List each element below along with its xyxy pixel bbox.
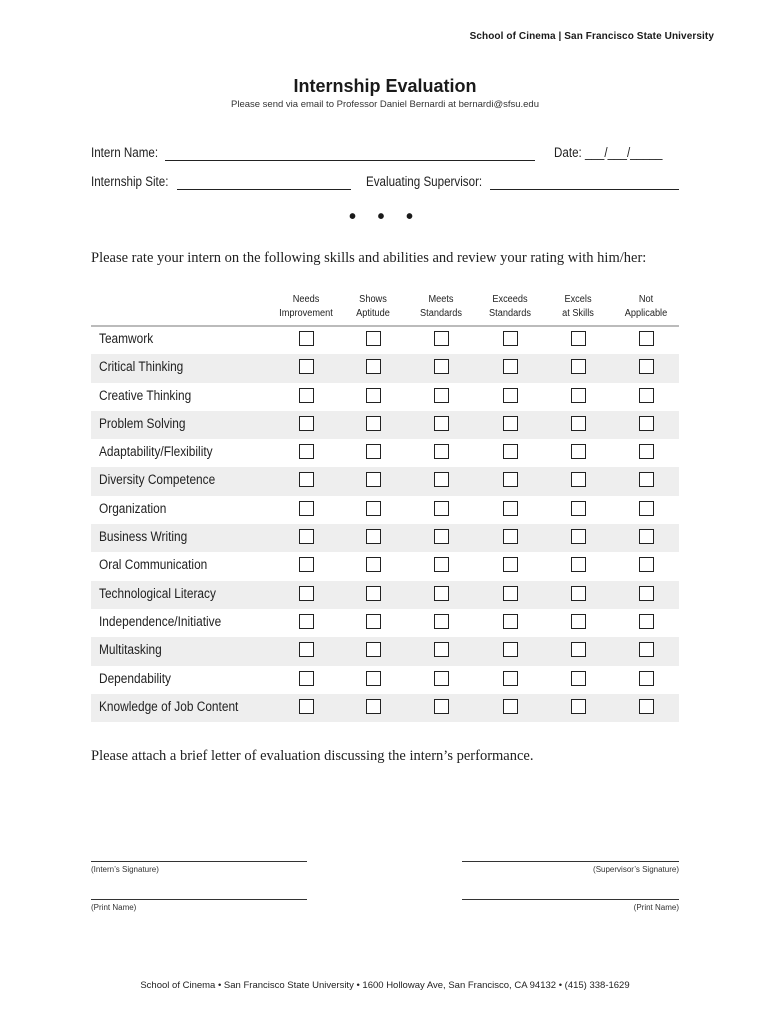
rating-checkbox[interactable] [434, 331, 449, 346]
table-row [91, 326, 679, 354]
skill-label: Organization [99, 500, 167, 516]
rating-checkbox[interactable] [434, 501, 449, 516]
column-header-line: Standards [489, 308, 531, 319]
evaluating-supervisor-label: Evaluating Supervisor: [366, 174, 483, 189]
intern-print-name-line[interactable] [91, 899, 307, 900]
rating-checkbox[interactable] [503, 699, 518, 714]
column-header [609, 293, 683, 321]
rating-checkbox[interactable] [366, 444, 381, 459]
rating-checkbox[interactable] [366, 472, 381, 487]
rating-checkbox[interactable] [366, 416, 381, 431]
table-row [91, 637, 679, 665]
separator-dots: • • • [348, 206, 422, 228]
skill-label: Teamwork [99, 331, 154, 346]
rating-checkbox[interactable] [571, 331, 586, 346]
column-header-line: Standards [420, 308, 462, 319]
rating-checkbox[interactable] [366, 586, 381, 601]
column-header [473, 293, 547, 321]
rating-checkbox[interactable] [503, 557, 518, 572]
column-header-line: Excels [564, 294, 592, 305]
skill-label: Critical Thinking [99, 359, 184, 375]
rating-checkbox[interactable] [639, 444, 654, 459]
column-header [404, 293, 478, 321]
supervisor-print-name-line[interactable] [462, 899, 679, 900]
rating-checkbox[interactable] [434, 586, 449, 601]
rating-checkbox[interactable] [571, 416, 586, 431]
internship-site-field[interactable] [177, 175, 351, 190]
rating-checkbox[interactable] [366, 359, 381, 374]
rating-checkbox[interactable] [366, 642, 381, 657]
rating-checkbox[interactable] [299, 699, 314, 714]
rating-checkbox[interactable] [366, 671, 381, 686]
rating-checkbox[interactable] [503, 671, 518, 686]
rating-checkbox[interactable] [299, 671, 314, 686]
date-label: Date: ___/___/_____ [554, 145, 663, 160]
skill-label: Creative Thinking [99, 387, 192, 403]
rating-checkbox[interactable] [639, 529, 654, 544]
rating-table [91, 326, 679, 722]
rating-checkbox[interactable] [571, 501, 586, 516]
rating-checkbox[interactable] [639, 586, 654, 601]
rating-checkbox[interactable] [503, 501, 518, 516]
rating-checkbox[interactable] [366, 614, 381, 629]
column-header-line: at Skills [562, 308, 594, 319]
rating-checkbox[interactable] [366, 557, 381, 572]
intern-name-label: Intern Name: [91, 145, 159, 160]
rating-checkbox[interactable] [503, 472, 518, 487]
table-row [91, 383, 679, 411]
skill-label: Independence/Initiative [99, 613, 222, 629]
rating-checkbox[interactable] [503, 388, 518, 403]
column-header-line: Exceeds [492, 294, 528, 305]
rating-checkbox[interactable] [639, 642, 654, 657]
rating-checkbox[interactable] [299, 614, 314, 629]
table-row [91, 609, 679, 637]
rating-checkbox[interactable] [639, 416, 654, 431]
skill-label: Knowledge of Job Content [99, 698, 239, 714]
rating-checkbox[interactable] [639, 557, 654, 572]
column-header [541, 293, 615, 321]
column-header-line: Shows [359, 294, 387, 305]
column-header-line: Applicable [624, 308, 668, 319]
skill-label: Dependability [99, 670, 171, 686]
table-row [91, 694, 679, 722]
table-row [91, 552, 679, 580]
supervisor-signature-line[interactable] [462, 861, 679, 862]
rating-checkbox[interactable] [571, 586, 586, 601]
rating-checkbox[interactable] [571, 642, 586, 657]
rating-checkbox[interactable] [299, 557, 314, 572]
rating-checkbox[interactable] [503, 586, 518, 601]
rating-checkbox[interactable] [434, 388, 449, 403]
intern-print-name-label: (Print Name) [91, 903, 137, 912]
column-header-line: Improvement [279, 308, 333, 319]
page-subtitle: Please send via email to Professor Daniel Bernardi at bernardi@sfsu.edu [231, 99, 539, 110]
rating-checkbox[interactable] [639, 359, 654, 374]
rating-checkbox[interactable] [571, 557, 586, 572]
rating-checkbox[interactable] [639, 671, 654, 686]
column-header [336, 293, 410, 321]
rating-checkbox[interactable] [299, 388, 314, 403]
table-row [91, 666, 679, 694]
rating-checkbox[interactable] [434, 472, 449, 487]
rating-checkbox[interactable] [571, 388, 586, 403]
table-row [91, 411, 679, 439]
header-org: School of Cinema | San Francisco State University [469, 31, 714, 42]
rating-checkbox[interactable] [503, 529, 518, 544]
table-row [91, 354, 679, 382]
table-row [91, 496, 679, 524]
table-row [91, 439, 679, 467]
rating-checkbox[interactable] [299, 642, 314, 657]
rating-checkbox[interactable] [434, 642, 449, 657]
rating-checkbox[interactable] [639, 472, 654, 487]
rating-checkbox[interactable] [299, 586, 314, 601]
closing-text: Please attach a brief letter of evaluation discussing the intern’s performance. [91, 748, 534, 764]
intern-name-field[interactable] [165, 146, 535, 161]
rating-checkbox[interactable] [434, 699, 449, 714]
supervisor-signature-label: (Supervisor’s Signature) [593, 865, 679, 874]
skill-label: Diversity Competence [99, 472, 216, 488]
rating-checkbox[interactable] [299, 444, 314, 459]
rating-checkbox[interactable] [299, 529, 314, 544]
internship-site-label: Internship Site: [91, 174, 169, 189]
rating-checkbox[interactable] [639, 501, 654, 516]
rating-checkbox[interactable] [434, 416, 449, 431]
intern-signature-line[interactable] [91, 861, 307, 862]
intern-signature-label: (Intern’s Signature) [91, 865, 159, 874]
rating-checkbox[interactable] [639, 699, 654, 714]
rating-checkbox[interactable] [571, 444, 586, 459]
rating-checkbox[interactable] [434, 444, 449, 459]
page-footer: School of Cinema • San Francisco State University • 1600 Holloway Ave, San Francisco, CA 94132 • (415) 338-1629 [140, 980, 630, 991]
rating-checkbox[interactable] [299, 359, 314, 374]
column-header [269, 293, 343, 321]
rating-checkbox[interactable] [503, 642, 518, 657]
rating-checkbox[interactable] [434, 529, 449, 544]
instructions-text: Please rate your intern on the following skills and abilities and review your rating with him/her: [91, 250, 647, 266]
skill-label: Problem Solving [99, 415, 186, 431]
rating-checkbox[interactable] [639, 331, 654, 346]
page-title: Internship Evaluation [293, 76, 477, 96]
table-row [91, 524, 679, 552]
rating-checkbox[interactable] [571, 699, 586, 714]
rating-checkbox[interactable] [366, 529, 381, 544]
rating-checkbox[interactable] [434, 359, 449, 374]
column-header-line: Needs [292, 294, 320, 305]
rating-checkbox[interactable] [571, 359, 586, 374]
supervisor-print-name-label: (Print Name) [633, 903, 679, 912]
skill-label: Multitasking [99, 642, 162, 658]
rating-checkbox[interactable] [571, 671, 586, 686]
rating-checkbox[interactable] [366, 501, 381, 516]
column-header-line: Not [638, 294, 654, 305]
rating-checkbox[interactable] [639, 614, 654, 629]
rating-checkbox[interactable] [503, 359, 518, 374]
skill-label: Business Writing [99, 529, 188, 545]
evaluating-supervisor-field[interactable] [490, 175, 679, 190]
column-header-line: Aptitude [356, 308, 390, 319]
rating-checkbox[interactable] [639, 388, 654, 403]
rating-checkbox[interactable] [434, 557, 449, 572]
rating-checkbox[interactable] [503, 416, 518, 431]
rating-checkbox[interactable] [366, 331, 381, 346]
skill-label: Adaptability/Flexibility [99, 444, 213, 460]
rating-checkbox[interactable] [503, 614, 518, 629]
skill-label: Technological Literacy [99, 585, 216, 601]
rating-checkbox[interactable] [434, 671, 449, 686]
rating-checkbox[interactable] [299, 501, 314, 516]
rating-checkbox[interactable] [571, 614, 586, 629]
rating-checkbox[interactable] [571, 529, 586, 544]
rating-checkbox[interactable] [366, 699, 381, 714]
rating-checkbox[interactable] [503, 444, 518, 459]
column-header-line: Meets [428, 294, 454, 305]
rating-checkbox[interactable] [434, 614, 449, 629]
skill-label: Oral Communication [99, 557, 208, 573]
rating-checkbox[interactable] [299, 331, 314, 346]
rating-checkbox[interactable] [366, 388, 381, 403]
table-row [91, 581, 679, 609]
rating-checkbox[interactable] [571, 472, 586, 487]
rating-checkbox[interactable] [503, 331, 518, 346]
rating-checkbox[interactable] [299, 416, 314, 431]
rating-checkbox[interactable] [299, 472, 314, 487]
table-row [91, 467, 679, 495]
